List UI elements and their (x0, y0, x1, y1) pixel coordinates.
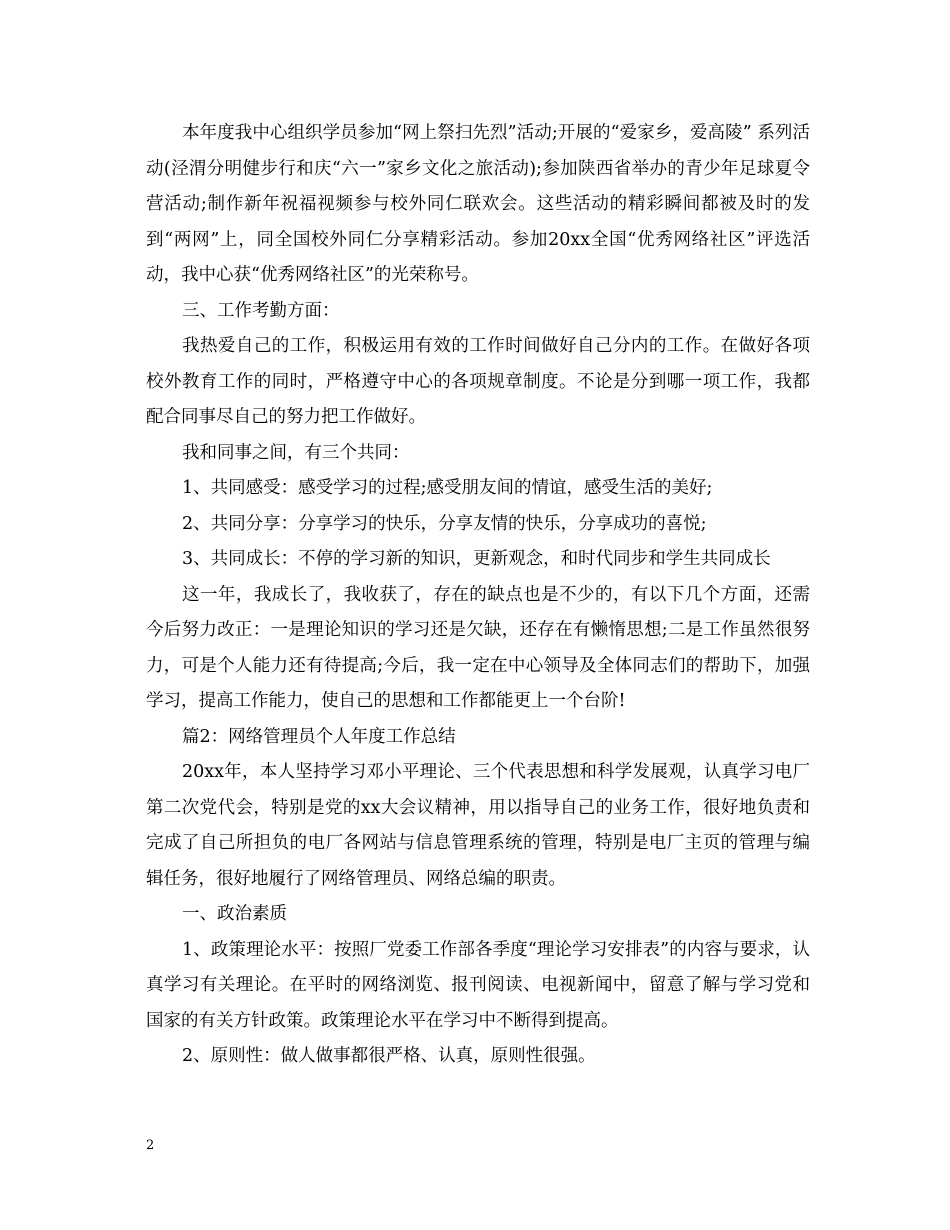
list-item-common-feeling: 1、共同感受：感受学习的过程;感受朋友间的情谊，感受生活的美好; (182, 478, 713, 498)
list-item-common-growth: 3、共同成长：不停的学习新的知识，更新观念，和时代同步和学生共同成长 (182, 549, 771, 569)
list-item-common-sharing: 2、共同分享：分享学习的快乐，分享友情的快乐，分享成功的喜悦; (182, 513, 707, 534)
document-body (146, 116, 810, 1075)
paragraph-attendance: 我热爱自己的工作，积极运用有效的工作时间做好自己分内的工作。在做好各项校外教育工作的同时，严格遵守中心的各项规章制度。不论是分到哪一项工作，我都配合同事尽自己的努力把工作做好。 (146, 336, 810, 427)
heading-political-quality: 一、政治素质 (182, 904, 287, 924)
paragraph-activities: 本年度我中心组织学员参加“网上祭扫先烈”活动;开展的“爱家乡，爱高陵” 系列活动(泾渭分明健步行和庆“六一”家乡文化之旅活动);参加陕西省举办的青少年足球夏令营活动;制作新年祝福视频参与校外同仁联欢会。这些活动的精彩瞬间都被及时的发到“两网”上，同全国校外同仁分享精彩活动。参加20xx全国“优秀网络社区”评选活动，我中心获“优秀网络社区”的光荣称号。 (146, 123, 810, 285)
heading-attendance: 三、工作考勤方面： (182, 300, 340, 321)
paragraph-summary-intro: 20xx年，本人坚持学习邓小平理论、三个代表思想和科学发展观，认真学习电厂第二次党代会，特别是党的xx大会议精神，用以指导自己的业务工作，很好地负责和完成了自己所担负的电厂各网站与信息管理系统的管理，特别是电厂主页的管理与编辑任务，很好地履行了网络管理员、网络总编的职责。 (146, 762, 810, 889)
paragraph-policy-theory: 1、政策理论水平：按照厂党委工作部各季度“理论学习安排表”的内容与要求，认真学习有关理论。在平时的网络浏览、报刊阅读、电视新闻中，留意了解与学习党和国家的有关方针政策。政策理论水平在学习中不断得到提高。 (146, 939, 810, 1031)
paragraph-principle: 2、原则性：做人做事都很严格、认真，原则性很强。 (182, 1046, 596, 1066)
paragraph-three-commons: 我和同事之间，有三个共同： (182, 442, 410, 463)
article-title-2: 篇2：网络管理员个人年度工作总结 (182, 726, 456, 747)
page-number: 2 (146, 1138, 155, 1153)
paragraph-shortcomings: 这一年，我成长了，我收获了，存在的缺点也是不少的，有以下几个方面，还需今后努力改正：一是理论知识的学习还是欠缺，还存在有懒惰思想;二是工作虽然很努力，可是个人能力还有待提高;今后，我一定在中心领导及全体同志们的帮助下，加强学习，提高工作能力，使自己的思想和工作都能更上一个台阶! (146, 584, 810, 711)
